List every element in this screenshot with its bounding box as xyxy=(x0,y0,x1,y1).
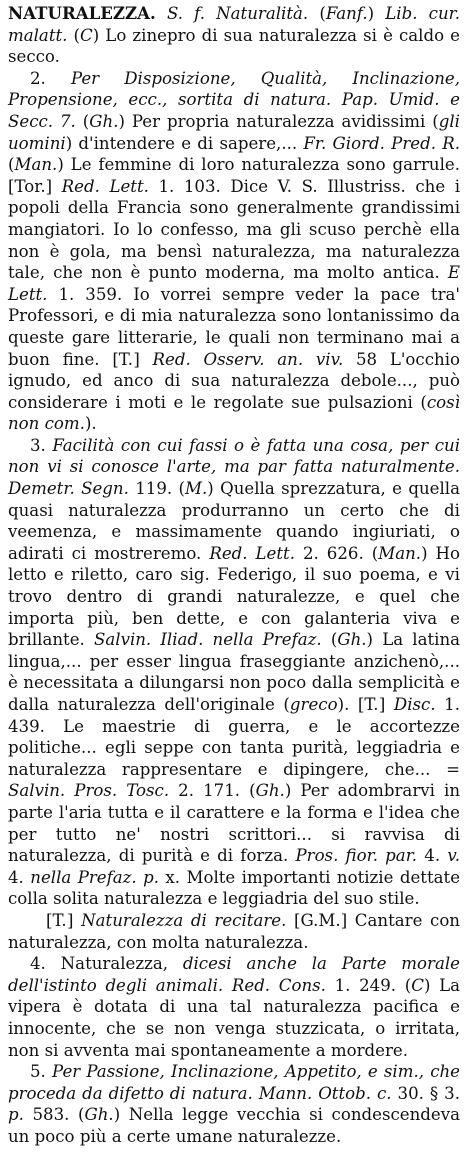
text-run: T. xyxy=(52,910,67,930)
text-run: ) La latina lingua,... per esser lingua fraseggiante anzichenò,... è necessitata a dilungarsi non poco dalla semplicità e dalla naturalezza dell'originale ( xyxy=(8,630,461,714)
text-run: Gh. xyxy=(84,1105,114,1125)
text-run: 119. ( xyxy=(128,479,186,499)
text-run: gli uomini xyxy=(8,111,460,153)
sense-5-paragraph xyxy=(8,1061,460,1147)
text-run: [ xyxy=(46,910,53,930)
text-run: 58 L'occhio ignudo, ed anco di sua naturalezza debole..., può considerare i moti e le regolate sue pulsazioni ( xyxy=(8,349,460,412)
entry-headword-paragraph xyxy=(8,3,460,68)
text-run: Per Disposizione, Qualità, Inclinazione, Propensione, ecc., sortita di natura. Pap. Umid. e Secc. 7. xyxy=(8,68,460,131)
text-run: Salvin. Pros. Tosc. xyxy=(8,781,170,801)
text-run: Naturalezza di recitare. xyxy=(81,910,287,930)
text-run: ) Lo zinepro di sua naturalezza si è caldo e secco. xyxy=(8,25,461,67)
text-run: E Lett. xyxy=(8,263,460,304)
text-run: ] xyxy=(378,695,394,714)
text-run: Gh. xyxy=(89,111,119,131)
text-run: Man. xyxy=(14,155,58,175)
text-run: 1. 249. ( xyxy=(325,975,412,995)
sense-2-paragraph xyxy=(8,68,460,435)
text-run: 4. Naturalezza, xyxy=(30,954,183,974)
text-run: ] xyxy=(67,910,82,930)
text-run: v. xyxy=(447,846,460,866)
text-run: 2. 171. ( xyxy=(169,781,256,801)
text-run: ( xyxy=(75,111,90,131)
text-run xyxy=(156,4,167,23)
text-run: p. xyxy=(8,1105,24,1125)
text-run: ) Ho letto e riletto, caro sig. Federigo, il suo poema, e vi trovo dentro di grandi naturalezze, e quel che importa più, ben dette, e con galanteria viva e brillante. xyxy=(8,543,461,650)
text-run: 1. 359. Io vorrei sempre veder la pace tra' Professori, e di mia naturalezza sono lontanissimo da queste gare litterarie, le quali non terminano mai a buon fine. [ xyxy=(8,284,460,369)
sense-3-paragraph xyxy=(8,435,460,910)
text-run: 4. xyxy=(8,867,31,887)
text-run: 2. xyxy=(30,68,71,88)
text-run: Gh. xyxy=(255,781,285,801)
text-run: ) La vipera è dotata di una tal naturalezza pacifica e innocente, che se non venga stuzzicata, o irritata, non si avventa mai spontaneamente a mordere. xyxy=(8,975,461,1060)
text-run: Red. Lett. xyxy=(61,176,149,196)
text-run: C xyxy=(80,25,93,45)
text-run: [G.M.] Cantare con naturalezza, con molta naturalezza. xyxy=(8,910,460,952)
text-run: 3. xyxy=(30,435,53,455)
text-run: ) d'intendere e di sapere,... xyxy=(65,133,304,153)
text-run: x. Molte importanti notizie dettate colla solita naturalezza e leggiadria del suo stile. xyxy=(8,867,461,909)
text-run: S. f. Naturalità. xyxy=(166,4,309,23)
text-run: ( xyxy=(321,630,338,650)
text-run: ] xyxy=(133,349,153,369)
text-run: 1. 439. Le maestrie di guerra, e le accortezze politiche... egli seppe con tanta purità, leggiadria e naturalezza rappresentare e dipingere, che... = xyxy=(8,695,461,779)
text-run: C xyxy=(411,975,424,995)
text-run: ) xyxy=(367,4,386,23)
text-run: ). xyxy=(84,414,97,434)
text-run: Pros. fior. par. xyxy=(295,846,418,866)
text-run: Man. xyxy=(378,543,422,563)
text-run: Lib. cur. malatt. xyxy=(8,4,461,45)
text-run: NATURALEZZA. xyxy=(8,3,156,23)
text-run: ) Le femmine di loro naturalezza sono garrule. [Tor.] xyxy=(8,155,460,196)
text-run: greco xyxy=(289,695,338,714)
text-run: 4. xyxy=(417,846,448,866)
text-run: così non com. xyxy=(8,392,460,434)
text-run: ( xyxy=(8,155,15,175)
text-run: Red. Osserv. an. viv. xyxy=(152,349,344,369)
text-run: Gh. xyxy=(337,630,367,650)
text-run: Fanf. xyxy=(325,4,368,23)
text-run: ( xyxy=(67,25,81,45)
text-run: ( xyxy=(308,4,326,23)
text-run: Disc. xyxy=(393,695,436,714)
text-run: ) Per adombrarvi in parte l'aria tutta e il carattere e la forma e l'idea che per tutto ne' nostri scrittori... si ravvisa di naturalezza, di purità e di forza. xyxy=(8,781,461,866)
text-run: 2. 626. ( xyxy=(294,543,379,563)
text-run: dicesi anche la Parte morale dell'istinto degli animali. Red. Cons. xyxy=(8,954,460,995)
text-run: T. xyxy=(364,695,379,714)
text-run: Facilità con cui fassi o è fatta una cosa, per cui non vi si conosce l'arte, ma par fatta naturalmente. Demetr. Segn. xyxy=(8,435,461,499)
sense-4-paragraph xyxy=(8,953,460,1061)
text-run: ). [ xyxy=(337,695,365,714)
text-run: 1. 103. Dice V. S. Illustriss. che i popoli della Francia sono generalmente grandissimi mangiatori. Io lo confesso, ma gli scuso perchè ella non è gola, ma bensì naturalezza, ma naturalezza tale, che non è punto moderna, ma molto antica. xyxy=(8,176,461,283)
text-run: 583. ( xyxy=(23,1105,85,1125)
text-run: Red. Lett. xyxy=(209,543,295,563)
text-run: Fr. Giord. Pred. R. xyxy=(303,133,460,153)
text-run: T. xyxy=(118,349,134,369)
text-run: ) Quella sprezzatura, e quella quasi naturalezza produrranno un certo che di veemenza, e massimamente quando ingiuriati, o adirati ci mostreremo. xyxy=(8,479,460,563)
text-run: 5. xyxy=(30,1062,53,1082)
text-run: Per Passione, Inclinazione, Appetito, e sim., che proceda da difetto di natura. Mann. Ottob. c. xyxy=(8,1062,461,1103)
text-run: ) Nella legge vecchia si condescendeva un poco più a certe umane naturalezze. xyxy=(8,1105,460,1146)
text-run: M. xyxy=(185,479,208,499)
text-run: ) Per propria naturalezza avidissimi ( xyxy=(118,111,439,131)
text-run: nella Prefaz. p. xyxy=(30,867,159,887)
text-run: Salvin. Iliad. nella Prefaz. xyxy=(94,630,322,650)
text-run: 30. § 3. xyxy=(391,1083,460,1103)
sense-3-subnote-paragraph xyxy=(8,910,460,953)
